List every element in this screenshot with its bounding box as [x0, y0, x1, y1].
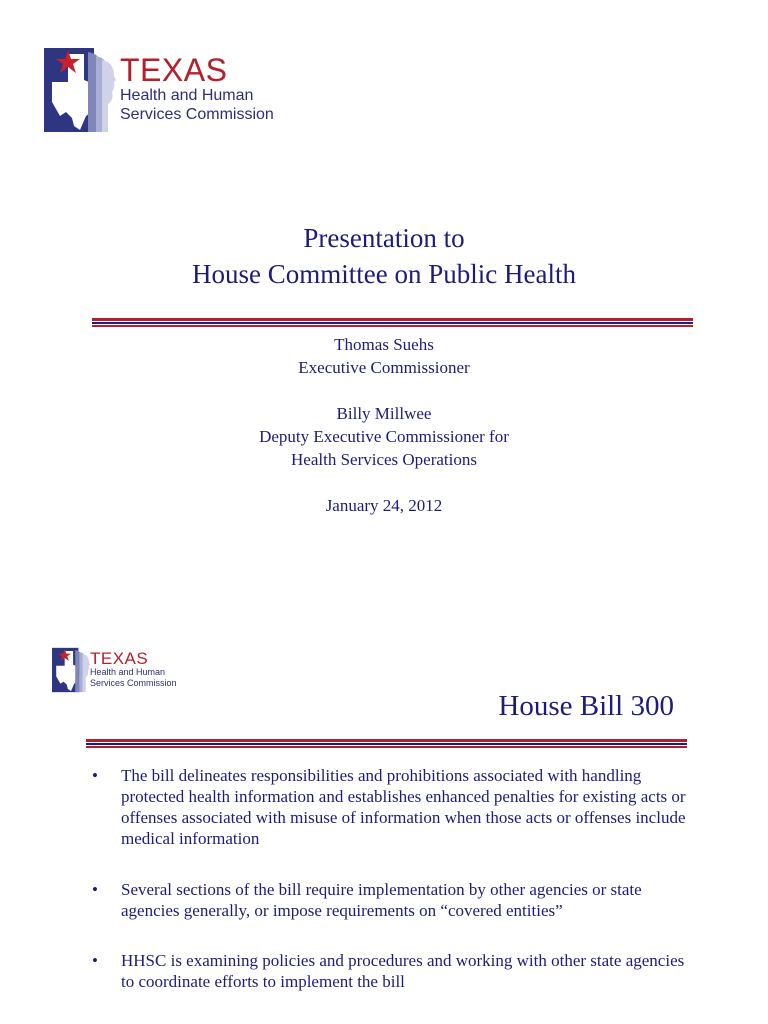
bullet-item — [92, 765, 692, 849]
presenter-2-title-line-1: Deputy Executive Commissioner for — [259, 427, 509, 446]
hhsc-logo-small — [52, 646, 182, 696]
texas-map-logo-icon — [44, 46, 116, 134]
logo-texas-text: TEXAS — [120, 52, 228, 88]
logo-line-2: Services Commission — [120, 106, 274, 123]
presenter-1-name: Thomas Suehs — [334, 335, 434, 354]
slide1-title — [0, 220, 768, 292]
presentation-date: January 24, 2012 — [325, 496, 443, 515]
logo-small-line-2: Services Commission — [90, 678, 177, 688]
presenter-2-title-line-2: Health Services Operations — [291, 450, 477, 469]
bullet-text: HHSC is examining policies and procedures and working with other state agencies to coordinate efforts to implement the bill — [121, 951, 685, 991]
logo-line-1: Health and Human — [120, 87, 254, 104]
bullet-text: The bill delineates responsibilities and prohibitions associated with handling protected health information and establishes enhanced penalties for existing acts or offenses associated with misuse of information when those acts or offenses include medical information — [121, 766, 686, 848]
hhsc-logo — [44, 46, 274, 136]
presenter-1-title: Executive Commissioner — [298, 358, 470, 377]
logo-small-text — [90, 650, 177, 689]
slide1-divider — [92, 318, 693, 327]
logo-small-texas-text: TEXAS — [90, 649, 149, 668]
bullet-icon: • — [92, 766, 98, 785]
presenter-1 — [0, 333, 768, 379]
bullet-item — [92, 950, 692, 992]
slide1-title-line-2: House Committee on Public Health — [192, 259, 576, 289]
presenter-2 — [0, 402, 768, 471]
bullet-text: Several sections of the bill require implementation by other agencies or state agencies generally, or impose requirements on “covered entities” — [121, 880, 642, 920]
slide2-title: House Bill 300 — [498, 690, 674, 722]
slide1-title-line-1: Presentation to — [303, 223, 465, 253]
logo-small-line-1: Health and Human — [90, 667, 166, 677]
texas-map-logo-small-icon — [52, 646, 90, 694]
bullet-icon: • — [92, 880, 98, 899]
logo-text — [120, 54, 274, 124]
bullet-item — [92, 879, 692, 921]
bullet-icon: • — [92, 951, 98, 970]
presenter-2-name: Billy Millwee — [336, 404, 432, 423]
slide2-divider — [86, 739, 687, 748]
